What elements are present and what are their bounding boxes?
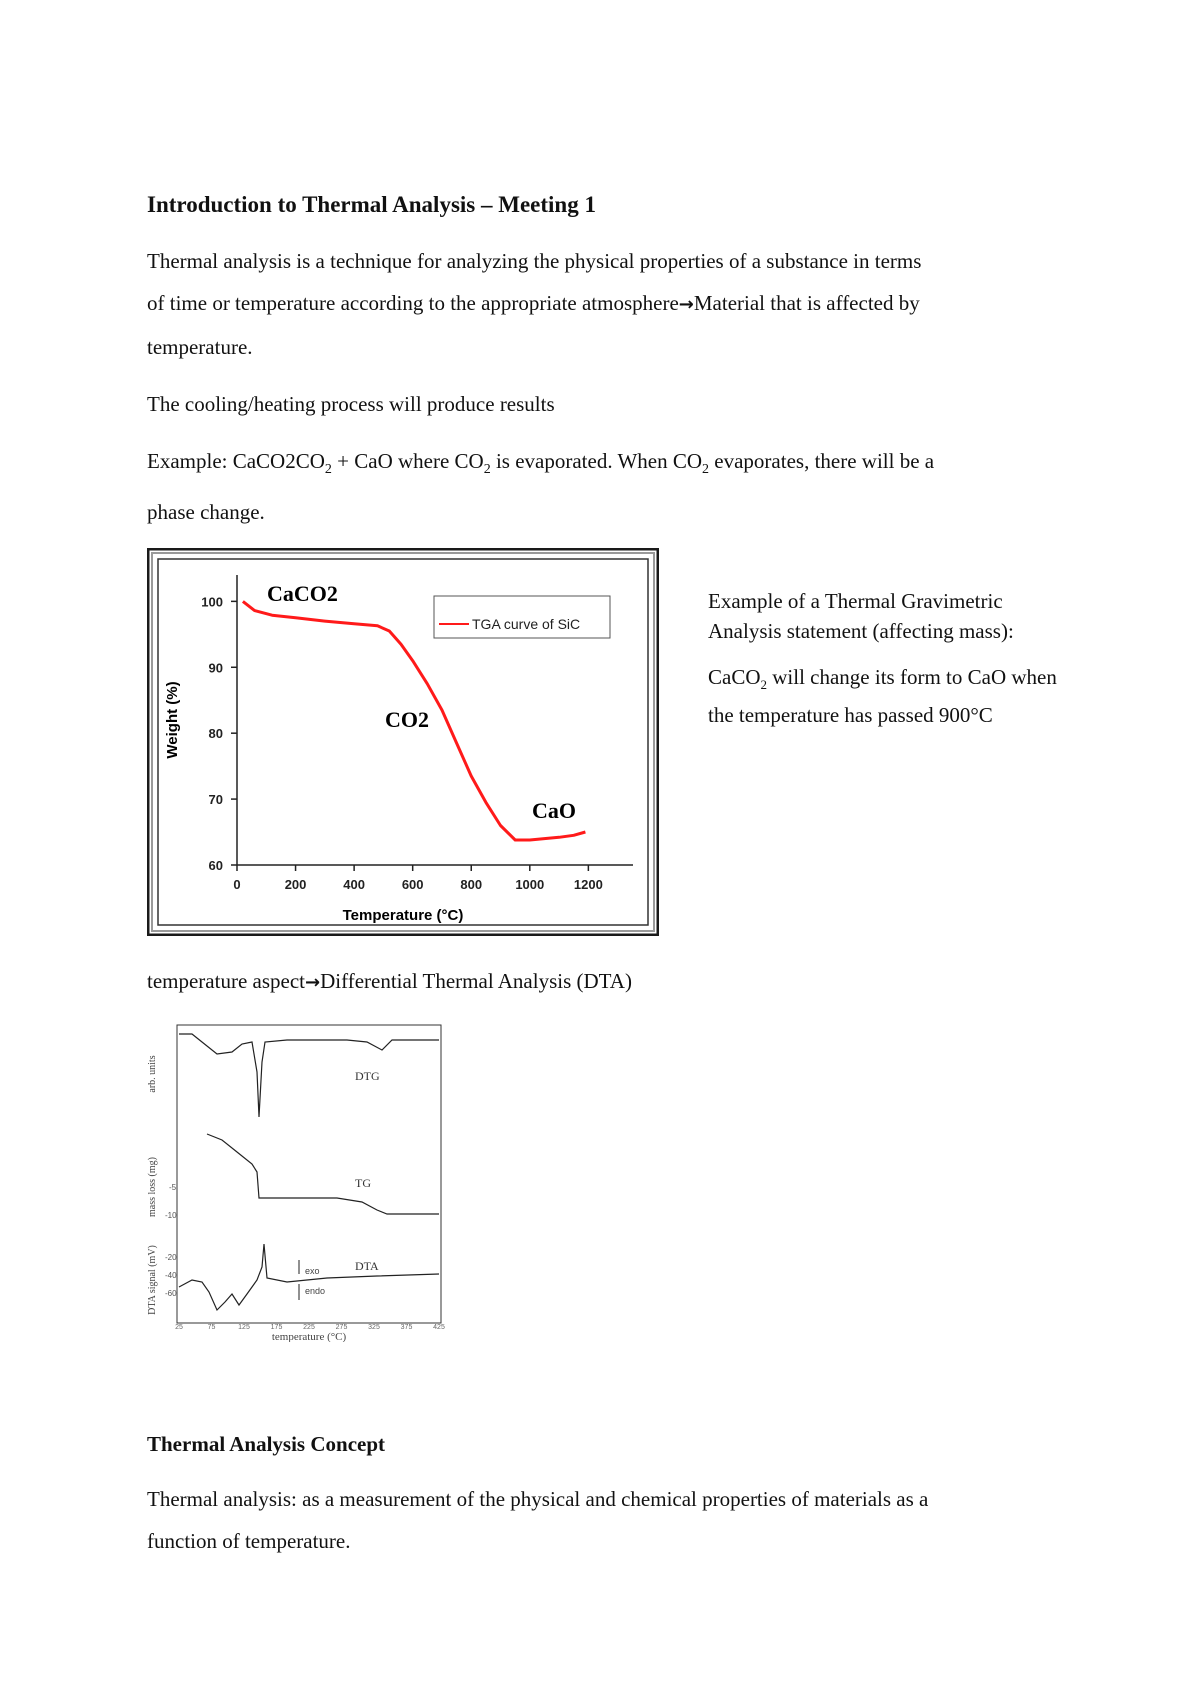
x-tick-label: 1000: [515, 877, 545, 892]
example-line-2: phase change.: [147, 500, 265, 525]
dta-x-tick-label: 275: [335, 1324, 348, 1331]
x-tick-label: 600: [401, 877, 424, 892]
intro-line-1: Thermal analysis is a technique for analyzing the physical properties of a substance in terms: [147, 249, 922, 273]
concept-line-2: function of temperature.: [147, 1529, 351, 1553]
caption-line-4: the temperature has passed 900°C: [708, 703, 993, 728]
y-tick-label: 90: [208, 660, 223, 676]
dtg-label: DTG: [355, 1069, 380, 1083]
dta-x-axis-label: temperature (°C): [271, 1331, 347, 1342]
y-tick-label: 60: [208, 858, 223, 873]
intro-line-3: temperature.: [147, 335, 253, 359]
dta-x-tick-label: 125: [238, 1324, 250, 1331]
page-title: Introduction to Thermal Analysis – Meeting 1: [147, 192, 596, 217]
dta-x-tick-label: 225: [303, 1324, 315, 1331]
endo-label: endo: [305, 1286, 326, 1296]
intro-line-2: [147, 282, 1077, 326]
tg-ytick: -10: [165, 1211, 177, 1220]
y-axis-label: Weight (%): [164, 681, 181, 759]
dta-x-tick-label: 75: [207, 1324, 216, 1331]
x-axis-label: Temperature (°C): [342, 907, 464, 924]
dta-x-tick-label: 425: [433, 1324, 445, 1331]
example-paragraph: [147, 440, 1077, 533]
intro-line-2a: of time or temperature according to the appropriate atmosphere: [147, 291, 679, 315]
tg-label: TG: [355, 1176, 371, 1190]
annotation-caco2: CaCO2: [267, 581, 338, 606]
tg-ytick: -5: [169, 1183, 177, 1192]
exo-label: exo: [305, 1266, 320, 1276]
dta-label: DTA: [355, 1259, 379, 1273]
x-tick-label: 1200: [573, 877, 603, 892]
dta-ylabel: DTA signal (mV): [147, 1245, 158, 1315]
dta-ytick: -40: [165, 1271, 177, 1280]
x-tick-label: 800: [460, 877, 483, 892]
arrow-icon: →: [678, 294, 694, 315]
dta-x-tick-label: 325: [368, 1324, 380, 1331]
y-tick-label: 70: [208, 792, 223, 808]
intro-paragraph: [147, 240, 1077, 368]
legend-label: TGA curve of SiC: [472, 616, 581, 632]
dtg-ylabel: arb. units: [147, 1055, 158, 1093]
caption-line-3: CaCO$_2$ will change its form to CaO when: [708, 665, 1057, 693]
concept-line-1: Thermal analysis: as a measurement of the physical and chemical properties of materials as a: [147, 1487, 929, 1511]
tga-caption: [708, 586, 1128, 646]
x-tick-label: 0: [233, 877, 241, 892]
dta-x-tick-label: 175: [270, 1324, 283, 1331]
concept-paragraph: [147, 1478, 1077, 1562]
y-tick-label: 100: [201, 594, 223, 610]
annotation-cao: CaO: [532, 798, 576, 823]
dta-heading-line: temperature aspect→Differential Thermal Analysis (DTA): [147, 969, 632, 993]
section-heading: Thermal Analysis Concept: [147, 1432, 386, 1456]
arrow-icon: →: [305, 972, 321, 993]
example-line-1: Example: $CaCO2CO_2$ + CaO where $CO_2$ is evaporated. When $CO_2$ evaporates, there will be a: [147, 449, 935, 478]
plot-border: [177, 1025, 441, 1323]
dta-ytick: -20: [165, 1253, 177, 1262]
x-tick-label: 400: [343, 877, 365, 892]
annotation-co2: CO2: [385, 707, 429, 732]
intro-line-2b: Material that is affected by: [693, 291, 920, 315]
tga-caption-2: [708, 662, 1128, 730]
caption-line-2: Analysis statement (affecting mass):: [708, 619, 1014, 643]
dta-ytick: -60: [165, 1289, 177, 1298]
dta-x-tick-label: 375: [400, 1324, 413, 1331]
tga-chart: [147, 548, 659, 936]
x-tick-label: 200: [284, 877, 307, 892]
dta-chart: [147, 1022, 457, 1342]
dta-x-tick-label: 25: [175, 1324, 183, 1331]
caption-line-1: Example of a Thermal Gravimetric: [708, 589, 1003, 613]
tg-ylabel: mass loss (mg): [147, 1157, 158, 1217]
cooling-paragraph: The cooling/heating process will produce results: [147, 392, 555, 416]
y-tick-label: 80: [208, 726, 223, 742]
